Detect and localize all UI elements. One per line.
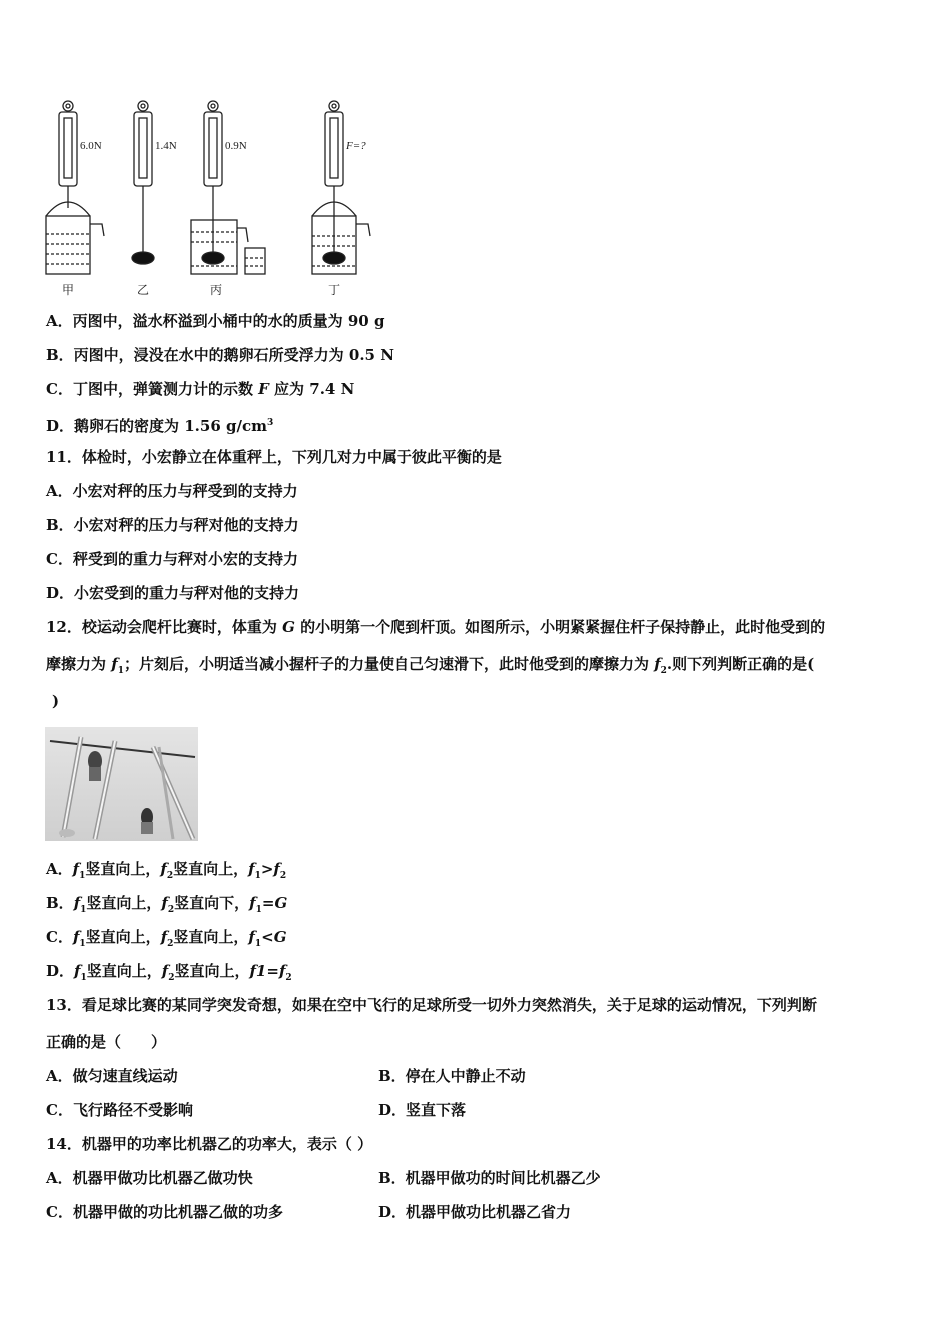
- q10-c-text2: 应为 7.4 N: [268, 380, 355, 398]
- q12-d-letter: D．: [46, 962, 75, 980]
- q14-option-a: A．机器甲做功比机器乙做功快: [46, 1169, 253, 1187]
- q12-c-t2: 竖直向上，: [173, 928, 249, 946]
- q12-c-t1: 竖直向上，: [85, 928, 161, 946]
- q13-option-c: C．飞行路径不受影响: [46, 1101, 193, 1119]
- q12-option-c: [46, 927, 287, 954]
- spring-scale-figure: [38, 96, 378, 301]
- q12-c-rel: <G: [261, 928, 287, 946]
- q13-stem-line2: 正确的是（ ）: [46, 1033, 167, 1051]
- q12-f2: f: [654, 655, 661, 673]
- pole-climbing-photo: [45, 727, 198, 841]
- q12-l2c: .则下列判断正确的是(: [666, 655, 815, 673]
- reading-ding: F=?: [346, 140, 366, 152]
- q13-option-d: D．竖直下落: [378, 1101, 467, 1119]
- q12-l1b: 的小明第一个爬到杆顶。如图所示，小明紧紧握住杆子保持静止，此时他受到的: [294, 618, 826, 636]
- q11-option-d: D．小宏受到的重力与秤对他的支持力: [46, 584, 300, 602]
- q12-b-f1b: f: [249, 894, 256, 912]
- q10-d-sup: 3: [266, 418, 274, 428]
- q10-option-d: [46, 413, 273, 436]
- q12-b-f2: f: [161, 894, 168, 912]
- q12-c-s2: 2: [167, 939, 174, 949]
- q12-d-f2: f: [161, 962, 169, 980]
- q12-d-s1: 1: [80, 973, 87, 983]
- q11-option-c: C．秤受到的重力与秤对小宏的支持力: [46, 550, 298, 568]
- q10-option-b: B．丙图中，浸没在水中的鹅卵石所受浮力为 0.5 N: [46, 346, 394, 364]
- q13-stem-line1: 13．看足球比赛的某同学突发奇想，如果在空中飞行的足球所受一切外力突然消失，关于足球的运动情况，下列判断: [46, 996, 817, 1014]
- q12-c-f1: f: [72, 928, 80, 946]
- q12-c-s1: 1: [79, 939, 86, 949]
- q12-a-f2b: f: [273, 860, 280, 878]
- q11-option-a: A．小宏对秤的压力与秤受到的支持力: [46, 482, 298, 500]
- q10-d-text: D．鹅卵石的密度为 1.56 g/cm: [46, 417, 267, 435]
- q12-stem-line3: ): [52, 692, 60, 710]
- q12-a-s1: 1: [79, 871, 86, 881]
- q12-a-letter: A．: [46, 860, 73, 878]
- q12-a-s2b: 2: [279, 871, 287, 881]
- q12-c-s1b: 1: [254, 939, 262, 949]
- q14-stem: 14．机器甲的功率比机器乙的功率大，表示（ ）: [46, 1135, 373, 1153]
- q12-d-t1: 竖直向上，: [86, 962, 162, 980]
- q12-c-f1b: f: [248, 928, 255, 946]
- q12-option-a: [46, 859, 286, 886]
- q12-option-b: [46, 893, 287, 920]
- q13-option-b: B．停在人中静止不动: [378, 1067, 526, 1085]
- q12-c-letter: C．: [46, 928, 73, 946]
- q12-b-t2: 竖直向下，: [174, 894, 250, 912]
- q13-option-a: A．做匀速直线运动: [46, 1067, 178, 1085]
- q12-a-f1: f: [72, 860, 80, 878]
- q12-d-rel: f1=: [249, 962, 279, 980]
- q11-option-b: B．小宏对秤的压力与秤对他的支持力: [46, 516, 299, 534]
- label-yi: 乙: [137, 283, 150, 297]
- q12-b-f1: f: [73, 894, 81, 912]
- q12-l1-var: G: [282, 618, 295, 636]
- q12-a-f1b: f: [248, 860, 255, 878]
- q14-option-d: D．机器甲做功比机器乙省力: [378, 1203, 572, 1221]
- reading-jia: 6.0N: [80, 140, 102, 152]
- reading-bing: 0.9N: [225, 140, 247, 152]
- q12-a-rel: >: [260, 860, 274, 878]
- q12-d-f1: f: [74, 962, 81, 980]
- label-bing: 丙: [210, 283, 223, 297]
- label-jia: 甲: [62, 283, 75, 297]
- q14-option-c: C．机器甲做的功比机器乙做的功多: [46, 1203, 283, 1221]
- q12-stem-line2: [46, 654, 814, 681]
- spring-scale-jia: [46, 101, 104, 274]
- q10-c-text: C．丁图中，弹簧测力计的示数: [46, 380, 259, 398]
- q12-s1: 1: [117, 666, 124, 676]
- q10-option-a: A．丙图中，溢水杯溢到小桶中的水的质量为 90 g: [46, 312, 385, 330]
- q12-f1: f: [111, 655, 118, 673]
- q12-l2b: ；片刻后，小明适当减小握杆子的力量使自己匀速滑下，此时他受到的摩擦力为: [123, 655, 655, 673]
- q12-a-s2: 2: [166, 871, 174, 881]
- q14-option-b: B．机器甲做功的时间比机器乙少: [378, 1169, 601, 1187]
- q12-b-s1: 1: [80, 905, 87, 915]
- q12-b-s2: 2: [167, 905, 175, 915]
- label-ding: 丁: [328, 283, 341, 297]
- spring-scale-bing: [191, 101, 265, 274]
- q12-stem-line1: [46, 617, 825, 637]
- q12-b-s1b: 1: [255, 905, 262, 915]
- q12-d-f2b: f: [278, 962, 286, 980]
- spring-scale-ding: [312, 101, 370, 274]
- q10-option-c: [46, 379, 354, 399]
- q12-d-t2: 竖直向上，: [174, 962, 250, 980]
- q12-c-f2: f: [160, 928, 168, 946]
- q12-option-d: [46, 961, 292, 988]
- q10-c-var: F: [258, 380, 269, 398]
- q12-l1a: 12．校运动会爬杆比赛时，体重为: [46, 618, 283, 636]
- q12-d-s2: 2: [168, 973, 175, 983]
- q12-b-letter: B．: [46, 894, 74, 912]
- q12-b-rel: =G: [261, 894, 288, 912]
- spring-scale-yi: [132, 101, 154, 264]
- q12-a-t1: 竖直向上，: [85, 860, 161, 878]
- reading-yi: 1.4N: [155, 140, 177, 152]
- q12-l2a: 摩擦力为: [46, 655, 112, 673]
- q12-s2: 2: [660, 666, 667, 676]
- q12-b-t1: 竖直向上，: [86, 894, 162, 912]
- q12-a-t2: 竖直向上，: [173, 860, 249, 878]
- q12-a-f2: f: [160, 860, 167, 878]
- q12-d-s2b: 2: [285, 973, 292, 983]
- q12-a-s1b: 1: [254, 871, 261, 881]
- q11-stem: 11．体检时，小宏静立在体重秤上，下列几对力中属于彼此平衡的是: [46, 448, 502, 466]
